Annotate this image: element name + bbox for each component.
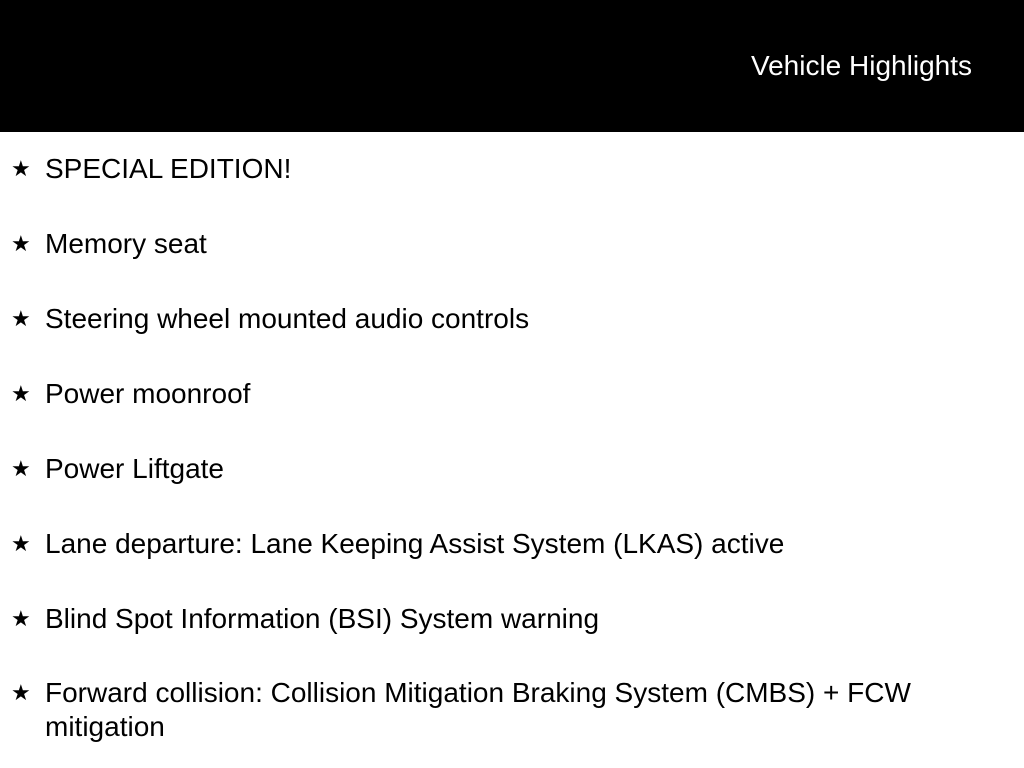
page-title: Vehicle Highlights [750,50,972,81]
list-item-text: Blind Spot Information (BSI) System warning [45,603,600,634]
star-icon: ★ [11,231,31,256]
star-icon: ★ [11,606,31,631]
star-icon: ★ [11,680,31,705]
list-item-text: Power Liftgate [45,453,224,484]
star-icon: ★ [11,531,31,556]
list-item-text: Forward collision: Collision Mitigation Braking System (CMBS) + FCW mitigation [45,677,911,742]
list-item-text: Lane departure: Lane Keeping Assist System (LKAS) active [45,528,785,559]
star-icon: ★ [11,456,31,481]
star-icon: ★ [11,381,31,406]
star-icon: ★ [11,156,31,181]
star-icon: ★ [11,306,31,331]
list-item-text: Power moonroof [45,378,251,409]
list-item-text: SPECIAL EDITION! [45,153,292,184]
highlights-list [0,132,1024,768]
list-item-text: Memory seat [45,228,207,259]
list-item-text: Steering wheel mounted audio controls [45,303,530,334]
page-header [0,0,1024,132]
